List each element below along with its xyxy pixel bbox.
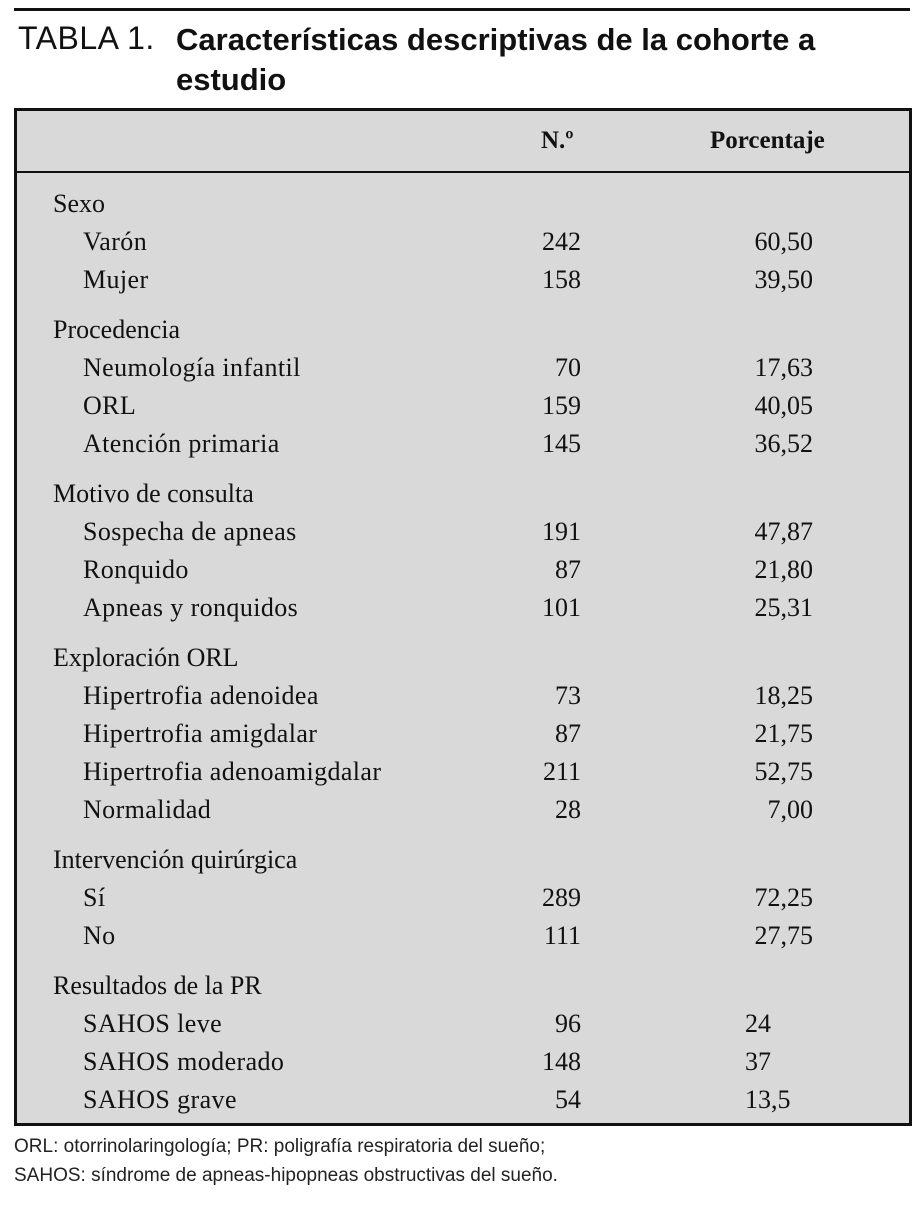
table-row: [17, 753, 909, 791]
category-label: Exploración ORL: [53, 643, 239, 672]
category-label: Resultados de la PR: [53, 971, 262, 1000]
row-label: Sí: [83, 883, 106, 912]
table-group: [17, 311, 909, 463]
table-row: [17, 1081, 909, 1119]
row-label: Mujer: [83, 265, 149, 294]
percentage-cell: 47,87: [754, 517, 813, 546]
percentage-cell: 7,00: [767, 795, 813, 824]
header-percentage: Porcentaje: [710, 127, 825, 154]
table-row: [17, 791, 909, 829]
count-cell: 289: [542, 883, 581, 912]
count-cell: 111: [543, 921, 581, 950]
percentage-cell: 40,05: [754, 391, 813, 420]
row-label: SAHOS leve: [83, 1009, 223, 1038]
row-label: Atención primaria: [83, 429, 280, 458]
percentage-cell: 72,25: [754, 883, 813, 912]
table-caption: [14, 14, 910, 106]
count-cell: 73: [555, 681, 581, 710]
count-cell: 211: [542, 757, 581, 786]
table-group: [17, 185, 909, 299]
count-cell: 191: [542, 517, 581, 546]
row-label: Hipertrofia adenoidea: [83, 681, 319, 710]
table-row: [17, 715, 909, 753]
table-row: [17, 1005, 909, 1043]
table-group: [17, 639, 909, 829]
percentage-cell: 60,50: [754, 227, 813, 256]
table-row: [17, 513, 909, 551]
row-label: Neumología infantil: [83, 353, 301, 382]
category-row: [17, 311, 909, 349]
percentage-cell: 13,5: [745, 1085, 791, 1114]
category-label: Procedencia: [53, 315, 181, 344]
count-cell: 145: [542, 429, 581, 458]
count-cell: 87: [555, 555, 581, 584]
percentage-cell: 52,75: [754, 757, 813, 786]
percentage-cell: 18,25: [754, 681, 813, 710]
percentage-cell: 36,52: [754, 429, 813, 458]
row-label: Sospecha de apneas: [83, 517, 297, 546]
header-count: N.º: [541, 127, 574, 154]
count-cell: 28: [555, 795, 581, 824]
row-label: ORL: [83, 391, 137, 420]
table-row: [17, 917, 909, 955]
table-row: [17, 589, 909, 627]
data-table: [14, 108, 912, 1126]
row-label: SAHOS grave: [83, 1085, 237, 1114]
row-label: No: [83, 921, 116, 950]
percentage-cell: 37: [745, 1047, 771, 1076]
category-row: [17, 185, 909, 223]
table-group: [17, 475, 909, 627]
percentage-cell: 21,75: [754, 719, 813, 748]
category-label: Motivo de consulta: [53, 479, 254, 508]
table-row: [17, 425, 909, 463]
category-label: Intervención quirúrgica: [53, 845, 298, 874]
category-row: [17, 639, 909, 677]
count-cell: 54: [555, 1085, 581, 1114]
table-row: [17, 387, 909, 425]
table-row: [17, 879, 909, 917]
count-cell: 159: [542, 391, 581, 420]
table-group: [17, 841, 909, 955]
category-label: Sexo: [53, 189, 105, 218]
count-cell: 96: [555, 1009, 581, 1038]
footnote-line: SAHOS: síndrome de apneas-hipopneas obstructivas del sueño.: [14, 1165, 558, 1186]
row-label: Varón: [83, 227, 148, 256]
category-row: [17, 841, 909, 879]
count-cell: 101: [542, 593, 581, 622]
table-title: Características descriptivas de la cohorte a estudio: [176, 22, 816, 97]
table-row: [17, 551, 909, 589]
table-row: [17, 677, 909, 715]
table-row: [17, 223, 909, 261]
row-label: Ronquido: [83, 555, 189, 584]
row-label: SAHOS moderado: [83, 1047, 285, 1076]
row-label: Hipertrofia amigdalar: [83, 719, 318, 748]
table-header: [17, 111, 909, 173]
count-cell: 70: [555, 353, 581, 382]
table-group: [17, 967, 909, 1119]
row-label: Apneas y ronquidos: [83, 593, 299, 622]
table-footnote: [14, 1132, 904, 1190]
table-row: [17, 261, 909, 299]
category-row: [17, 475, 909, 513]
count-cell: 242: [542, 227, 581, 256]
percentage-cell: 25,31: [754, 593, 813, 622]
percentage-cell: 17,63: [754, 353, 813, 382]
count-cell: 87: [555, 719, 581, 748]
category-row: [17, 967, 909, 1005]
top-rule: [14, 8, 910, 11]
percentage-cell: 27,75: [754, 921, 813, 950]
percentage-cell: 39,50: [754, 265, 813, 294]
percentage-cell: 24: [745, 1009, 771, 1038]
table-row: [17, 349, 909, 387]
count-cell: 148: [542, 1047, 581, 1076]
table-row: [17, 1043, 909, 1081]
count-cell: 158: [542, 265, 581, 294]
footnote-line: ORL: otorrinolaringología; PR: poligrafía respiratoria del sueño;: [14, 1136, 546, 1157]
row-label: Hipertrofia adenoamigdalar: [83, 757, 382, 786]
row-label: Normalidad: [83, 795, 212, 824]
percentage-cell: 21,80: [754, 555, 813, 584]
table-number: TABLA 1.: [18, 20, 155, 56]
table-body: [17, 185, 909, 1131]
